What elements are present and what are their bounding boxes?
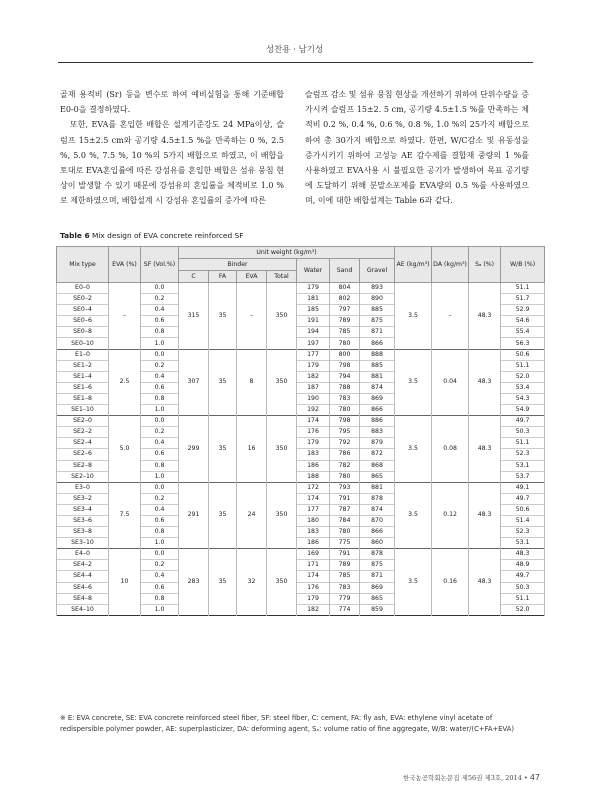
- cell-sand: 798: [330, 416, 360, 427]
- cell-wb: 53.1: [501, 538, 545, 549]
- cell-water: 192: [297, 405, 330, 416]
- cell-sand: 804: [330, 283, 360, 294]
- cell-gravel: 870: [360, 515, 395, 526]
- cell-gravel: 878: [360, 493, 395, 504]
- cell-sf: 1.0: [141, 338, 179, 349]
- cell-eva-weight: 32: [237, 549, 267, 616]
- table-footnote: ※ E: EVA concrete, SE: EVA concrete reinforced steel fiber, SF: steel fiber, C: cement, FA: fly ash, EVA: ethylene vinyl acetate of redispersible polymer powder, AE: superplasticizer, DA: deforming agent, Sₐ: volume ratio of fine aggregate, W/B: water/(C+FA+EVA): [60, 714, 514, 733]
- header-da: DA (kg/m³): [432, 247, 469, 283]
- cell-water: 197: [297, 338, 330, 349]
- cell-water: 181: [297, 294, 330, 305]
- cell-mix: SE1–4: [57, 371, 109, 382]
- cell-sf: 0.6: [141, 382, 179, 393]
- cell-sa: 48.3: [469, 416, 501, 483]
- cell-sand: 787: [330, 504, 360, 515]
- cell-total: 350: [267, 283, 297, 350]
- cell-gravel: 859: [360, 604, 395, 615]
- cell-sf: 0.8: [141, 527, 179, 538]
- cell-wb: 51.1: [501, 283, 545, 294]
- journal-citation: 한국농공학회논문집 제56권 제3호, 2014 •: [402, 774, 528, 782]
- cell-sand: 784: [330, 515, 360, 526]
- cell-wb: 52.0: [501, 604, 545, 615]
- cell-gravel: 874: [360, 382, 395, 393]
- cell-water: 172: [297, 482, 330, 493]
- header-sand: Sand: [330, 259, 360, 283]
- cell-mix: SE0–10: [57, 338, 109, 349]
- cell-gravel: 875: [360, 560, 395, 571]
- cell-eva-weight: 24: [237, 482, 267, 549]
- cell-wb: 51.1: [501, 360, 545, 371]
- cell-mix: E3–0: [57, 482, 109, 493]
- cell-mix: SE4–4: [57, 571, 109, 582]
- header-wb: W/B (%): [501, 247, 545, 283]
- table-caption: [60, 231, 243, 240]
- cell-fa: 35: [209, 549, 237, 616]
- cell-sa: 48.3: [469, 283, 501, 350]
- cell-wb: 51.4: [501, 515, 545, 526]
- cell-sand: 792: [330, 438, 360, 449]
- cell-gravel: 885: [360, 305, 395, 316]
- cell-sa: 48.3: [469, 549, 501, 616]
- cell-gravel: 871: [360, 571, 395, 582]
- cell-mix: SE3–6: [57, 515, 109, 526]
- cell-sf: 1.0: [141, 471, 179, 482]
- cell-water: 188: [297, 471, 330, 482]
- cell-sf: 0.4: [141, 571, 179, 582]
- cell-sf: 0.6: [141, 316, 179, 327]
- cell-water: 179: [297, 283, 330, 294]
- cell-da: 0.04: [432, 349, 469, 416]
- cell-sand: 788: [330, 382, 360, 393]
- cell-gravel: 888: [360, 349, 395, 360]
- cell-mix: SE2–6: [57, 449, 109, 460]
- cell-sf: 0.2: [141, 560, 179, 571]
- cell-gravel: 875: [360, 316, 395, 327]
- cell-fa: 35: [209, 416, 237, 483]
- cell-mix: E0–0: [57, 283, 109, 294]
- cell-wb: 49.7: [501, 493, 545, 504]
- cell-sf: 1.0: [141, 538, 179, 549]
- cell-wb: 54.3: [501, 393, 545, 404]
- cell-wb: 52.3: [501, 449, 545, 460]
- cell-water: 174: [297, 571, 330, 582]
- cell-eva-weight: 8: [237, 349, 267, 416]
- header-total: Total: [267, 271, 297, 283]
- cell-water: 171: [297, 560, 330, 571]
- cell-sand: 798: [330, 360, 360, 371]
- cell-wb: 48.3: [501, 549, 545, 560]
- cell-sa: 48.3: [469, 349, 501, 416]
- mix-design-table: [56, 246, 545, 616]
- body-column-right: [305, 87, 529, 209]
- cell-c: 283: [179, 549, 209, 616]
- header-ae: AE (kg/m³): [395, 247, 432, 283]
- cell-sf: 0.8: [141, 393, 179, 404]
- cell-wb: 55.4: [501, 327, 545, 338]
- cell-gravel: 869: [360, 582, 395, 593]
- cell-gravel: 886: [360, 416, 395, 427]
- cell-wb: 54.9: [501, 405, 545, 416]
- cell-sf: 0.2: [141, 493, 179, 504]
- cell-sf: 0.2: [141, 360, 179, 371]
- cell-mix: SE3–4: [57, 504, 109, 515]
- cell-wb: 52.0: [501, 371, 545, 382]
- cell-gravel: 878: [360, 549, 395, 560]
- cell-sf: 0.6: [141, 582, 179, 593]
- cell-mix: E4–0: [57, 549, 109, 560]
- cell-gravel: 881: [360, 482, 395, 493]
- cell-sand: 795: [330, 427, 360, 438]
- cell-mix: SE0–6: [57, 316, 109, 327]
- cell-sand: 783: [330, 393, 360, 404]
- cell-sf: 0.4: [141, 305, 179, 316]
- cell-wb: 51.7: [501, 294, 545, 305]
- cell-wb: 52.9: [501, 305, 545, 316]
- cell-sf: 0.4: [141, 504, 179, 515]
- cell-water: 183: [297, 449, 330, 460]
- cell-gravel: 865: [360, 471, 395, 482]
- header-water: Water: [297, 259, 330, 283]
- cell-sf: 0.2: [141, 294, 179, 305]
- running-head: 성찬용 · 남기성: [265, 45, 324, 55]
- cell-da: 0.16: [432, 549, 469, 616]
- cell-sand: 780: [330, 338, 360, 349]
- cell-mix: SE4–2: [57, 560, 109, 571]
- cell-total: 350: [267, 482, 297, 549]
- cell-water: 182: [297, 371, 330, 382]
- cell-water: 187: [297, 382, 330, 393]
- cell-sand: 791: [330, 493, 360, 504]
- header-eva-binder: EVA: [237, 271, 267, 283]
- cell-sf: 0.0: [141, 349, 179, 360]
- cell-sand: 802: [330, 294, 360, 305]
- cell-wb: 53.7: [501, 471, 545, 482]
- cell-wb: 50.3: [501, 582, 545, 593]
- cell-ae: 3.5: [395, 482, 432, 549]
- cell-c: 291: [179, 482, 209, 549]
- cell-sand: 774: [330, 604, 360, 615]
- cell-wb: 52.3: [501, 527, 545, 538]
- cell-sand: 789: [330, 560, 360, 571]
- header-mix-type: Mix type: [57, 247, 109, 283]
- cell-eva: 7.5: [109, 482, 141, 549]
- cell-sf: 0.0: [141, 283, 179, 294]
- cell-gravel: 890: [360, 294, 395, 305]
- paragraph: 또한, EVA를 혼입한 배합은 설계기준강도 24 MPa이상, 슬럼프 15±2.5 cm와 공기량 4.5±1.5 %을 만족하는 0 %, 2.5 %, 5.0 %, 7.5 %, 10 %의 5가지 배합으로 하였고, 이 배합을 토대로 EVA혼입률에 따른 강섬유를 혼입한 배합은 섬유 뭉침 현상이 발생할 수 있기 때문에 강섬유의 혼입률을 체적비로 1.0 %로 제한하였으며, 배합설계 시 강섬유 혼입률의 증가에 따른: [60, 120, 284, 206]
- cell-gravel: 869: [360, 393, 395, 404]
- cell-da: 0.08: [432, 416, 469, 483]
- cell-sf: 0.0: [141, 549, 179, 560]
- cell-sand: 786: [330, 449, 360, 460]
- cell-mix: SE2–4: [57, 438, 109, 449]
- cell-sand: 775: [330, 538, 360, 549]
- cell-eva-weight: –: [237, 283, 267, 350]
- cell-wb: 51.1: [501, 593, 545, 604]
- table-caption-text: Mix design of EVA concrete reinforced SF: [92, 231, 244, 240]
- cell-gravel: 893: [360, 283, 395, 294]
- cell-water: 179: [297, 593, 330, 604]
- cell-gravel: 865: [360, 593, 395, 604]
- cell-sand: 780: [330, 405, 360, 416]
- cell-gravel: 868: [360, 460, 395, 471]
- cell-sf: 1.0: [141, 604, 179, 615]
- cell-sand: 791: [330, 549, 360, 560]
- cell-wb: 49.7: [501, 571, 545, 582]
- table-row: [57, 549, 545, 560]
- cell-eva: 10: [109, 549, 141, 616]
- cell-sf: 0.0: [141, 482, 179, 493]
- cell-water: 186: [297, 460, 330, 471]
- paragraph: 골재 용적비 (Sr) 등을 변수로 하여 예비실험을 통해 기준배합 E0-0을 결정하였다.: [60, 90, 284, 115]
- cell-gravel: 883: [360, 427, 395, 438]
- page-footer: [330, 773, 540, 782]
- cell-sand: 783: [330, 582, 360, 593]
- cell-gravel: 881: [360, 371, 395, 382]
- cell-total: 350: [267, 416, 297, 483]
- cell-mix: SE0–8: [57, 327, 109, 338]
- cell-sand: 785: [330, 571, 360, 582]
- cell-sand: 797: [330, 305, 360, 316]
- cell-eva: 2.5: [109, 349, 141, 416]
- cell-gravel: 860: [360, 538, 395, 549]
- cell-water: 179: [297, 360, 330, 371]
- header-c: C: [179, 271, 209, 283]
- cell-water: 174: [297, 416, 330, 427]
- cell-water: 177: [297, 504, 330, 515]
- cell-wb: 53.4: [501, 382, 545, 393]
- cell-water: 174: [297, 493, 330, 504]
- table-body: [57, 283, 545, 616]
- cell-ae: 3.5: [395, 549, 432, 616]
- cell-water: 176: [297, 427, 330, 438]
- cell-sand: 789: [330, 316, 360, 327]
- cell-mix: SE3–8: [57, 527, 109, 538]
- cell-mix: SE1–6: [57, 382, 109, 393]
- cell-gravel: 866: [360, 338, 395, 349]
- cell-sand: 780: [330, 527, 360, 538]
- cell-gravel: 879: [360, 438, 395, 449]
- cell-da: 0.12: [432, 482, 469, 549]
- cell-water: 177: [297, 349, 330, 360]
- table-row: [57, 283, 545, 294]
- cell-wb: 50.6: [501, 504, 545, 515]
- cell-wb: 50.6: [501, 349, 545, 360]
- cell-water: 179: [297, 438, 330, 449]
- paragraph: 슬럼프 감소 및 섬유 뭉침 현상을 개선하기 위하여 단위수량을 증가시켜 슬럼프 15±2. 5 cm, 공기량 4.5±1.5 %를 만족하는 체적비 0.2 %, 0.4 %, 0.6 %, 0.8 %, 1.0 %의 25가지 배합으로 하여 총 30가지 배합으로 하였다. 한편, W/C감소 및 유동성을 증가시키기 위하여 고성능 AE 감수제를 결합재 중량의 1 %를 사용하였고 EVA사용 시 불필요한 공기가 발생하여 목표 공기량에 도달하기 위해 분말소포제를 EVA량의 0.5 %를 사용하였으며, 이에 대한 배합설계는 Table 6과 같다.: [305, 90, 529, 206]
- cell-water: 176: [297, 582, 330, 593]
- cell-mix: SE3–10: [57, 538, 109, 549]
- cell-water: 190: [297, 393, 330, 404]
- cell-gravel: 871: [360, 327, 395, 338]
- cell-wb: 56.3: [501, 338, 545, 349]
- cell-mix: SE4–8: [57, 593, 109, 604]
- cell-sand: 794: [330, 371, 360, 382]
- cell-eva: –: [109, 283, 141, 350]
- header-eva: EVA (%): [109, 247, 141, 283]
- header-binder: Binder: [179, 259, 297, 271]
- cell-mix: SE4–10: [57, 604, 109, 615]
- header-rule: [58, 62, 533, 63]
- cell-sand: 793: [330, 482, 360, 493]
- cell-sa: 48.3: [469, 482, 501, 549]
- header-gravel: Gravel: [360, 259, 395, 283]
- cell-ae: 3.5: [395, 349, 432, 416]
- cell-wb: 49.1: [501, 482, 545, 493]
- cell-sf: 0.0: [141, 416, 179, 427]
- cell-sand: 785: [330, 327, 360, 338]
- table-row: [57, 416, 545, 427]
- cell-sf: 0.8: [141, 593, 179, 604]
- cell-water: 182: [297, 604, 330, 615]
- cell-wb: 49.7: [501, 416, 545, 427]
- header-sa: Sₐ (%): [469, 247, 501, 283]
- cell-mix: SE1–2: [57, 360, 109, 371]
- cell-sf: 0.6: [141, 515, 179, 526]
- cell-mix: SE2–8: [57, 460, 109, 471]
- cell-sf: 0.2: [141, 427, 179, 438]
- cell-mix: SE2–10: [57, 471, 109, 482]
- cell-sf: 0.8: [141, 460, 179, 471]
- cell-mix: SE3–2: [57, 493, 109, 504]
- cell-sf: 0.4: [141, 371, 179, 382]
- cell-water: 186: [297, 538, 330, 549]
- cell-water: 183: [297, 527, 330, 538]
- cell-c: 299: [179, 416, 209, 483]
- cell-wb: 48.9: [501, 560, 545, 571]
- cell-wb: 51.1: [501, 438, 545, 449]
- cell-sand: 779: [330, 593, 360, 604]
- cell-gravel: 866: [360, 527, 395, 538]
- cell-eva-weight: 16: [237, 416, 267, 483]
- cell-sf: 0.6: [141, 449, 179, 460]
- cell-mix: SE1–10: [57, 405, 109, 416]
- cell-c: 307: [179, 349, 209, 416]
- cell-water: 180: [297, 515, 330, 526]
- cell-sand: 780: [330, 471, 360, 482]
- cell-mix: SE0–2: [57, 294, 109, 305]
- cell-fa: 35: [209, 349, 237, 416]
- cell-gravel: 885: [360, 360, 395, 371]
- table-row: [57, 482, 545, 493]
- cell-water: 185: [297, 305, 330, 316]
- cell-fa: 35: [209, 283, 237, 350]
- cell-mix: SE0–4: [57, 305, 109, 316]
- cell-da: –: [432, 283, 469, 350]
- table-row: [57, 349, 545, 360]
- cell-wb: 54.6: [501, 316, 545, 327]
- cell-wb: 53.1: [501, 460, 545, 471]
- cell-water: 191: [297, 316, 330, 327]
- cell-ae: 3.5: [395, 283, 432, 350]
- cell-gravel: 866: [360, 405, 395, 416]
- cell-water: 169: [297, 549, 330, 560]
- cell-total: 350: [267, 349, 297, 416]
- cell-c: 315: [179, 283, 209, 350]
- cell-total: 350: [267, 549, 297, 616]
- header-unit-weight: Unit weight (kg/m³): [179, 247, 395, 259]
- cell-wb: 50.3: [501, 427, 545, 438]
- page-number: 47: [529, 773, 540, 782]
- cell-gravel: 872: [360, 449, 395, 460]
- cell-sf: 0.4: [141, 438, 179, 449]
- cell-mix: SE2–2: [57, 427, 109, 438]
- header-sf: SF (Vol.%): [141, 247, 179, 283]
- cell-eva: 5.0: [109, 416, 141, 483]
- cell-mix: SE2–0: [57, 416, 109, 427]
- cell-sf: 0.8: [141, 327, 179, 338]
- cell-sf: 1.0: [141, 405, 179, 416]
- header-fa: FA: [209, 271, 237, 283]
- cell-fa: 35: [209, 482, 237, 549]
- cell-sand: 782: [330, 460, 360, 471]
- cell-sand: 800: [330, 349, 360, 360]
- cell-mix: SE1–8: [57, 393, 109, 404]
- cell-mix: SE4–6: [57, 582, 109, 593]
- cell-water: 194: [297, 327, 330, 338]
- body-column-left: [60, 87, 284, 209]
- table-caption-label: Table 6: [60, 231, 90, 240]
- cell-gravel: 874: [360, 504, 395, 515]
- cell-ae: 3.5: [395, 416, 432, 483]
- cell-mix: E1–0: [57, 349, 109, 360]
